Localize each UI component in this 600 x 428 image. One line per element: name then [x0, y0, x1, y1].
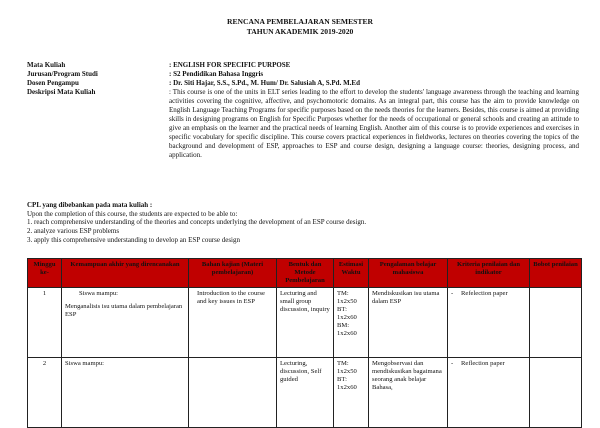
time-line: BM:	[337, 322, 350, 329]
cell-experience: Mengobservasi dan mendiskusikan bagaimana seorang anak belajar Bahasa,	[369, 358, 448, 428]
meta-label-lecturer: Dosen Pengampu	[27, 79, 79, 87]
header-method: Bentuk dan Metode Pembelajaran	[277, 259, 334, 288]
header-material: Bahan kajian (Materi pembelajaran)	[189, 259, 277, 288]
criteria-item	[451, 360, 526, 368]
cell-weight	[530, 288, 582, 358]
criteria-text: Refelection paper	[461, 290, 508, 297]
cell-ability	[62, 358, 189, 428]
time-line: 1x2x50	[337, 298, 357, 305]
time-line: BT:	[337, 306, 347, 313]
outcome-item: 1. reach comprehensive understanding of the theories and concepts underlying the development of an ESP course design.	[27, 218, 367, 227]
meta-row-description	[27, 88, 579, 160]
criteria-item	[451, 290, 526, 298]
time-line: 1x2x60	[337, 314, 357, 321]
cell-time	[334, 358, 369, 428]
header-weight: Bobot penilaian	[530, 259, 582, 288]
time-line: TM:	[337, 290, 349, 297]
table-header-row	[28, 259, 582, 288]
outcome-item: 3. apply this comprehensive understanding to develop an ESP course design	[27, 235, 241, 244]
header-week: Minggu ke-	[28, 259, 62, 288]
header-criteria: Kriteria penilaian dan indikator	[448, 259, 530, 288]
cell-method: Lecturing, discussion, Self guided	[277, 358, 334, 428]
meta-label-description: Deskripsi Mata Kuliah	[27, 88, 96, 96]
outcomes-heading: CPL yang dibebankan pada mata kuliah :	[27, 201, 153, 209]
list-dash: -	[451, 360, 454, 367]
outcomes-intro: Upon the completion of this course, the students are expected to be able to:	[27, 209, 238, 218]
meta-row-course	[27, 61, 579, 70]
time-line: 1x2x60	[337, 384, 357, 391]
document-title: RENCANA PEMBELAJARAN SEMESTER	[227, 17, 373, 26]
header-experience: Pengalaman belajar mahasiswa	[369, 259, 448, 288]
header-time: Estimasi Waktu	[334, 259, 369, 288]
time-line: TM:	[337, 360, 349, 367]
meta-value-program: : S2 Pendidikan Bahasa Inggris	[169, 70, 264, 78]
header-ability: Kemampuan akhir yang direncanakan	[62, 259, 189, 288]
meta-value-course: : ENGLISH FOR SPECIFIC PURPOSE	[169, 61, 291, 69]
list-dash: -	[451, 290, 454, 297]
outcome-item: 2. analyze various ESP problems	[27, 227, 120, 236]
meta-label-course: Mata Kuliah	[27, 61, 66, 69]
cell-material	[189, 358, 277, 428]
academic-year: TAHUN AKADEMIK 2019-2020	[246, 27, 354, 36]
learning-outcomes	[27, 201, 579, 245]
criteria-text: Reflection paper	[461, 360, 505, 367]
cell-time	[334, 288, 369, 358]
meta-value-lecturer: : Dr. Siti Hajar, S.S., S.Pd., M. Hum/ Dr. Salusiah A, S.Pd. M.Ed	[169, 79, 360, 87]
course-description: : This course is one of the units in ELT series leading to the effort to develop the students' language awareness through the teaching and learning activities covering the cognitive, affective, and psychomotoric domains. As an integral part, this course has the aim to provide knowledge on English Language Teaching Programs for specific purposes based on the needs theories for the learners. Besides, this course is aimed at providing skills in designing programs on English for Specific Purposes whether for the needs of occupational or general schools and creating an attitude to give an emphasis on the learner and the practical needs of learning English. Another aim of this course is to provide experiences and exercises in specific vocabulary for specific discipline. This course covers practical experiences in fieldworks, lectures on theories covering the topics of the background and development of ESP, approaches to ESP and course design, designing a language course: theories, designing process, and application.	[169, 88, 579, 159]
cell-material: Introduction to the course and key issues in ESP	[189, 288, 277, 358]
time-line: 1x2x50	[337, 368, 357, 375]
meta-row-lecturer	[27, 79, 579, 88]
meta-label-program: Jurusan/Program Studi	[27, 70, 98, 78]
plan-table	[27, 258, 582, 428]
cell-weight	[530, 358, 582, 428]
cell-criteria	[448, 288, 530, 358]
cell-criteria	[448, 358, 530, 428]
cell-method: Lecturing and small group discussion, inquiry	[277, 288, 334, 358]
ability-intro: Siswa mampu:	[65, 360, 105, 367]
ability-intro: Siswa mampu:	[79, 290, 119, 297]
ability-text: Menganalisis isu utama dalam pembelajaran ESP	[65, 303, 183, 318]
course-metadata	[27, 61, 579, 160]
cell-week: 2	[28, 358, 62, 428]
table-row	[28, 288, 582, 358]
time-line: 1x2x60	[337, 330, 357, 337]
time-line: BT:	[337, 376, 347, 383]
cell-experience: Mendiskusikan isu utama dalam ESP	[369, 288, 448, 358]
table-row	[28, 358, 582, 428]
meta-row-program	[27, 70, 579, 79]
cell-week: 1	[28, 288, 62, 358]
cell-ability	[62, 288, 189, 358]
